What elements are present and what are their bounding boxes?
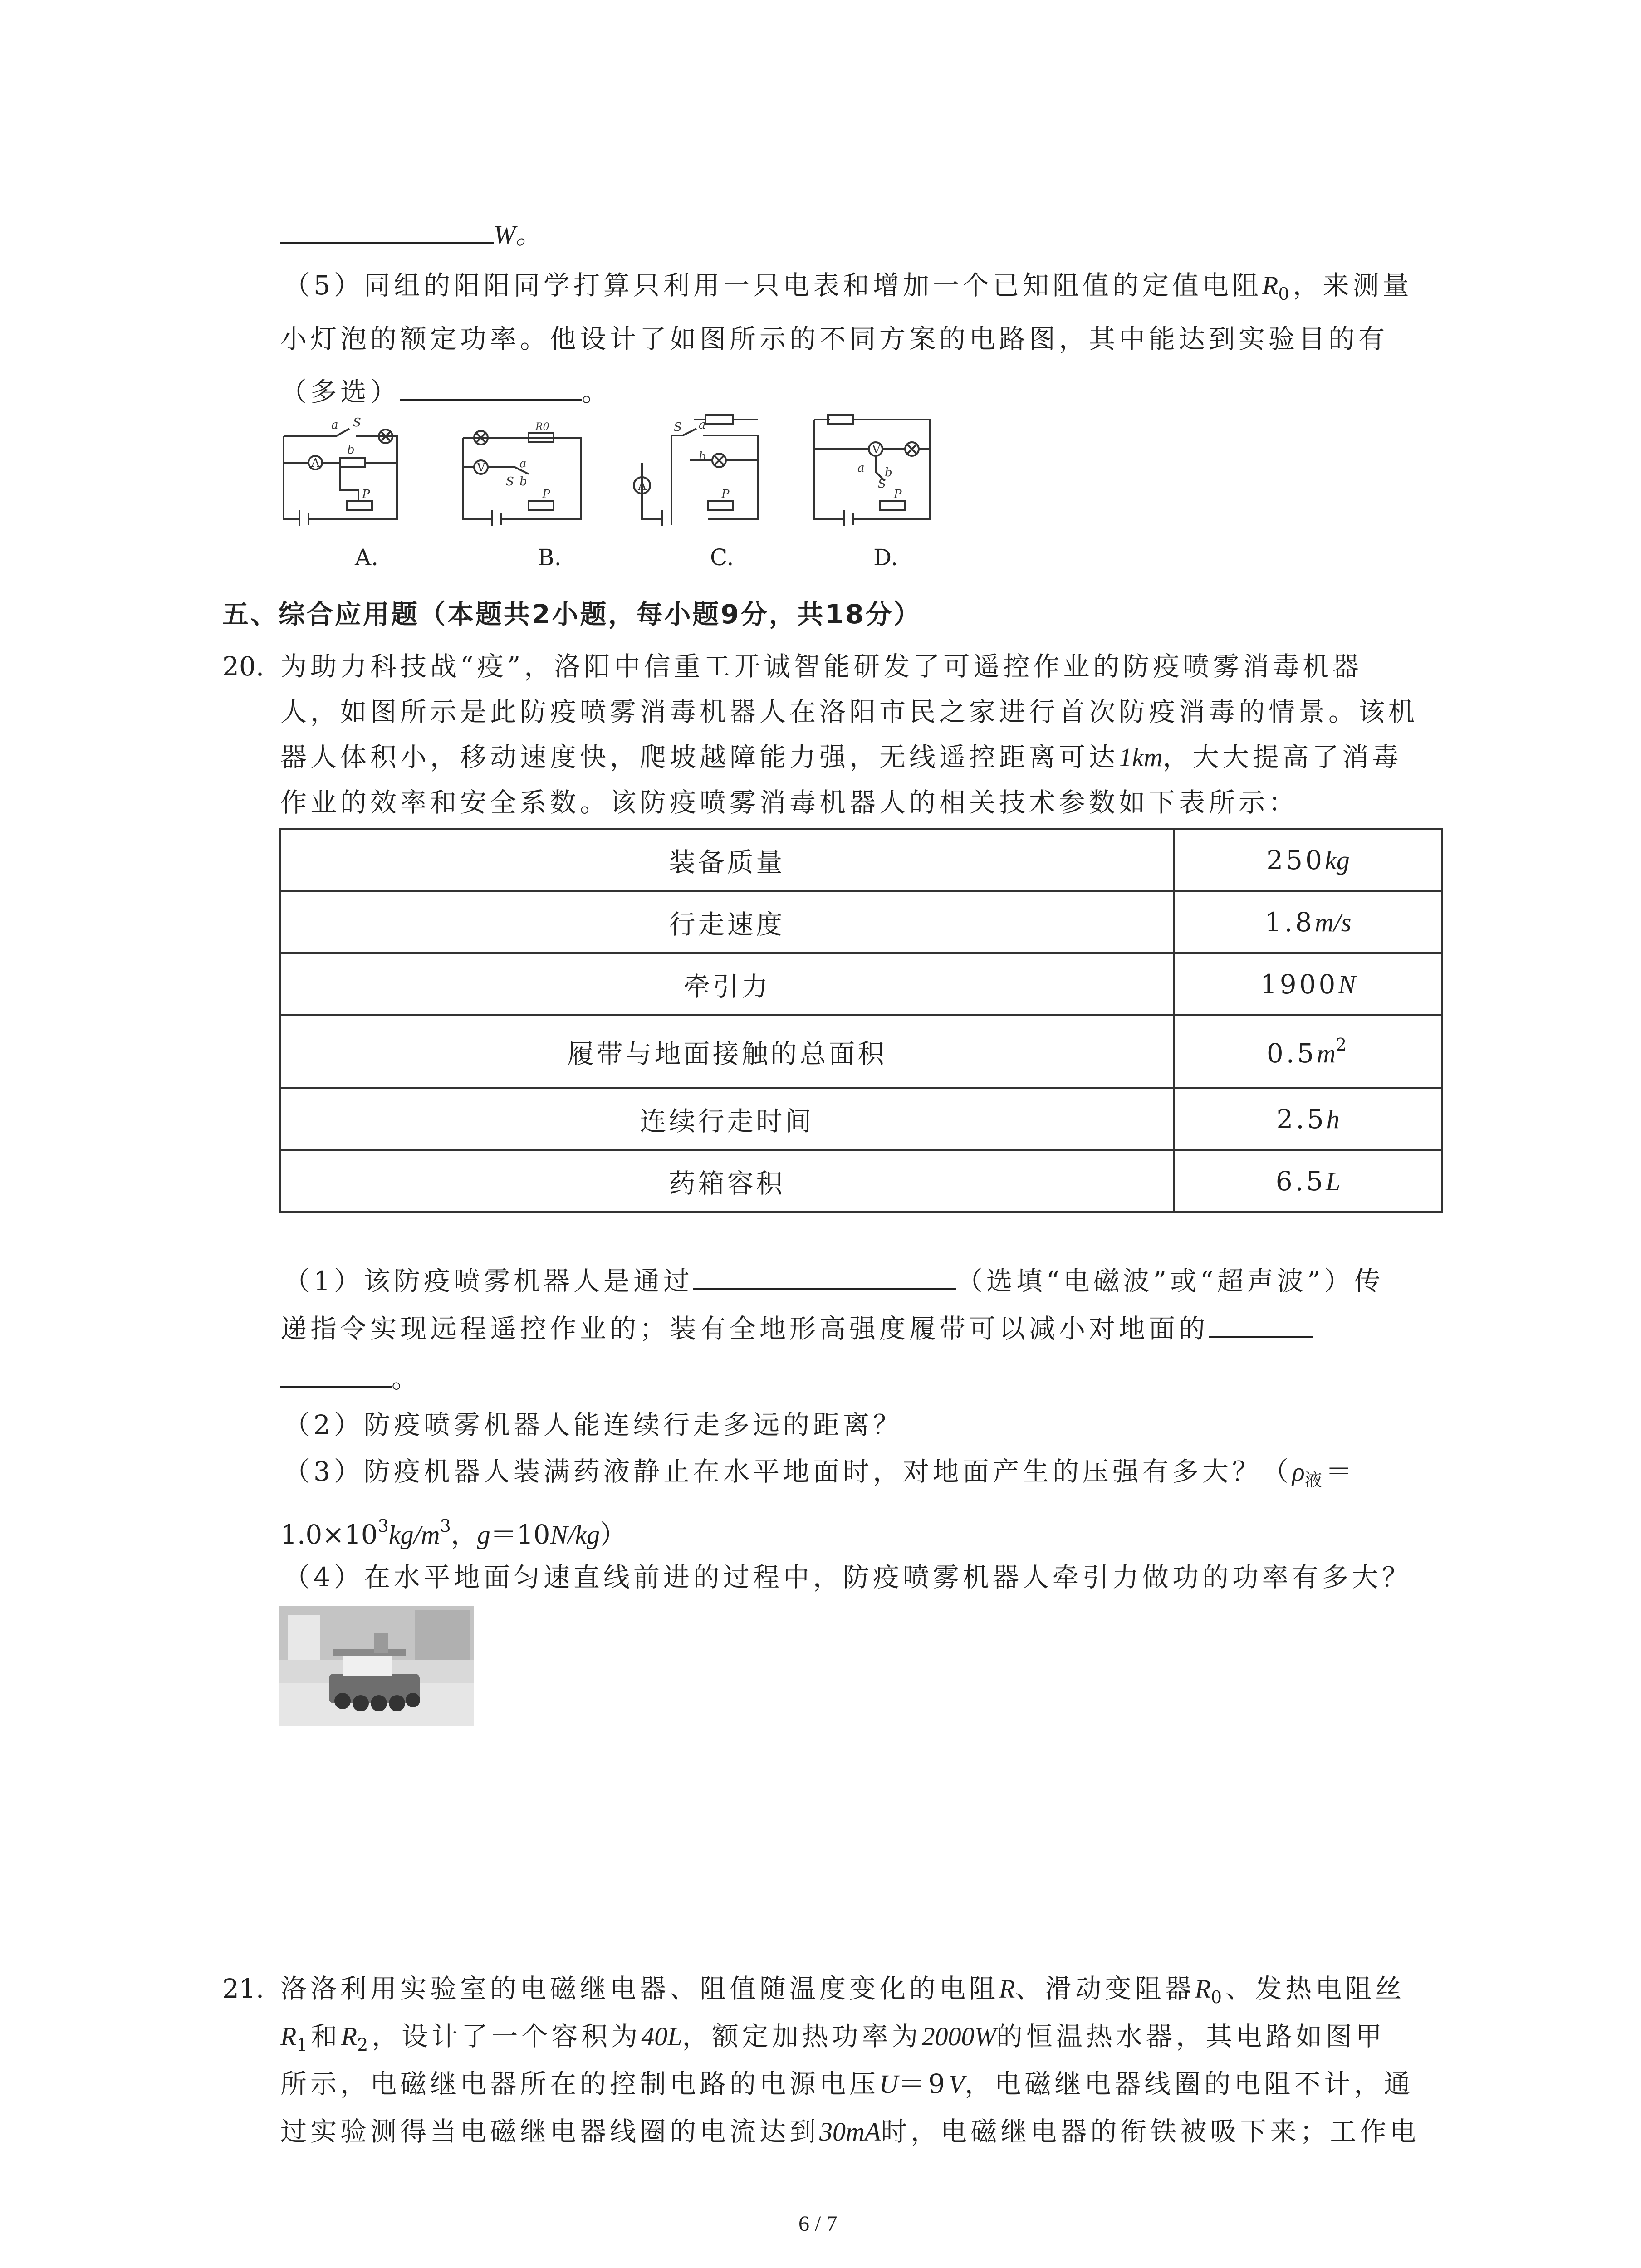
- table-cell-name: 牵引力: [280, 953, 1174, 1015]
- q20-sub1-line3: 。: [280, 1365, 421, 1392]
- q19-blank-line: [280, 221, 542, 248]
- circuit-diagram-a: [272, 417, 422, 526]
- q21-line2: $R_1$和$R_2$，设计了一个容积为40L，额定加热功率为2000W的恒温热水器，其电路如图甲: [280, 2021, 1386, 2055]
- q20-sub1-line1: （1）该防疫喷雾机器人是通过 （选填“电磁波”或“超声波”）传: [284, 1266, 1384, 1296]
- q20-para-line1: 为助力科技战“疫”，洛阳中信重工开诚智能研发了可遥控作业的防疫喷雾消毒机器: [280, 651, 1363, 682]
- svg-text:P: P: [542, 488, 550, 501]
- page-number: 6 / 7: [798, 2212, 838, 2236]
- answer-blank[interactable]: [1209, 1331, 1313, 1338]
- svg-text:V: V: [872, 443, 881, 456]
- svg-text:S: S: [353, 417, 361, 430]
- q21-line4: 过实验测得当电磁继电器线圈的电流达到30mA时，电磁继电器的衔铁被吸下来；工作电: [280, 2116, 1420, 2147]
- q21-line3: 所示，电磁继电器所在的控制电路的电源电压U＝9V，电磁继电器线圈的电阻不计，通: [280, 2068, 1414, 2099]
- table-row: [280, 829, 1442, 891]
- q20-para-line4: 作业的效率和安全系数。该防疫喷雾消毒机器人的相关技术参数如下表所示：: [280, 787, 1299, 818]
- q20-sub3-line2: $1.0\times 10^3kg/m^3$，g＝10N/kg）: [280, 1516, 627, 1550]
- svg-text:S: S: [506, 475, 514, 489]
- svg-text:b: b: [699, 450, 706, 464]
- table-row: [280, 953, 1442, 1015]
- svg-text:S: S: [878, 477, 886, 491]
- table-cell-value: 1.8m/s: [1174, 891, 1442, 953]
- circuit-diagram-c: [631, 408, 771, 526]
- q20-sub3-line1: （3）防疫机器人装满药液静止在水平地面时，对地面产生的压强有多大？（$\rho_液=$: [284, 1456, 1356, 1490]
- answer-blank[interactable]: [693, 1284, 956, 1290]
- unit-text: W。: [494, 220, 542, 249]
- q20-para-line2: 人，如图所示是此防疫喷雾消毒机器人在洛阳市民之家进行首次防疫消毒的情景。该机: [280, 696, 1419, 727]
- table-cell-name: 履带与地面接触的总面积: [280, 1015, 1174, 1088]
- svg-text:P: P: [362, 488, 370, 501]
- q19-5-line1: （5）同组的阳阳同学打算只利用一只电表和增加一个已知阻值的定值电阻$R_0$，来测量: [284, 270, 1413, 304]
- q21-line1: 洛洛利用实验室的电磁继电器、阻值随温度变化的电阻R、滑动变阻器$R_0$、发热电阻丝: [280, 1973, 1406, 2007]
- table-cell-name: 连续行走时间: [280, 1088, 1174, 1150]
- table-cell-value: 6.5L: [1174, 1150, 1442, 1212]
- answer-blank[interactable]: [280, 237, 494, 244]
- table-row: [280, 1150, 1442, 1212]
- question-number: 21.: [222, 1973, 265, 2004]
- robot-parameters-table: [279, 828, 1443, 1213]
- robot-photo: [279, 1606, 474, 1726]
- svg-text:b: b: [519, 475, 527, 489]
- q20-sub1-line2: 递指令实现远程遥控作业的；装有全地形高强度履带可以减小对地面的: [280, 1315, 1313, 1342]
- q20-sub4: （4）在水平地面匀速直线前进的过程中，防疫喷雾机器人牵引力做功的功率有多大？: [284, 1562, 1412, 1593]
- svg-text:a: a: [699, 418, 706, 432]
- option-label-c: C.: [710, 544, 734, 571]
- svg-text:A: A: [638, 479, 647, 493]
- question-number: 20.: [222, 651, 265, 682]
- q19-5-line3: （多选） 。: [280, 376, 612, 407]
- option-label-d: D.: [873, 544, 898, 571]
- q20-sub2: （2）防疫喷雾机器人能连续行走多远的距离？: [284, 1409, 903, 1440]
- circuit-diagram-b: [451, 417, 597, 526]
- svg-text:a: a: [857, 461, 865, 475]
- svg-text:V: V: [477, 461, 485, 474]
- svg-text:b: b: [347, 443, 355, 457]
- option-label-a: A.: [355, 544, 379, 571]
- q20-para-line3: 器人体积小，移动速度快，爬坡越障能力强，无线遥控距离可达1km，大大提高了消毒: [280, 742, 1402, 772]
- svg-text:a: a: [331, 418, 338, 432]
- svg-text:P: P: [721, 488, 730, 501]
- table-row: [280, 1088, 1442, 1150]
- svg-text:P: P: [894, 488, 902, 501]
- q19-5-line2: 小灯泡的额定功率。他设计了如图所示的不同方案的电路图，其中能达到实验目的有: [280, 323, 1389, 354]
- svg-text:R0: R0: [535, 421, 549, 433]
- answer-blank[interactable]: [400, 395, 582, 401]
- table-cell-name: 装备质量: [280, 829, 1174, 891]
- svg-text:b: b: [885, 466, 892, 479]
- svg-text:S: S: [674, 420, 682, 434]
- table-row: [280, 1015, 1442, 1088]
- table-cell-value: $0.5m^2$: [1174, 1015, 1442, 1088]
- option-label-b: B.: [538, 544, 562, 571]
- table-row: [280, 891, 1442, 953]
- svg-text:A: A: [311, 456, 320, 470]
- answer-blank[interactable]: [280, 1381, 392, 1388]
- table-cell-name: 行走速度: [280, 891, 1174, 953]
- table-cell-value: 2.5h: [1174, 1088, 1442, 1150]
- circuit-diagram-d: [803, 408, 944, 526]
- svg-text:a: a: [519, 457, 527, 470]
- table-cell-name: 药箱容积: [280, 1150, 1174, 1212]
- table-cell-value: 1900N: [1174, 953, 1442, 1015]
- table-cell-value: 250kg: [1174, 829, 1442, 891]
- section-heading: 五、综合应用题（本题共2小题，每小题9分，共18分）: [222, 599, 922, 630]
